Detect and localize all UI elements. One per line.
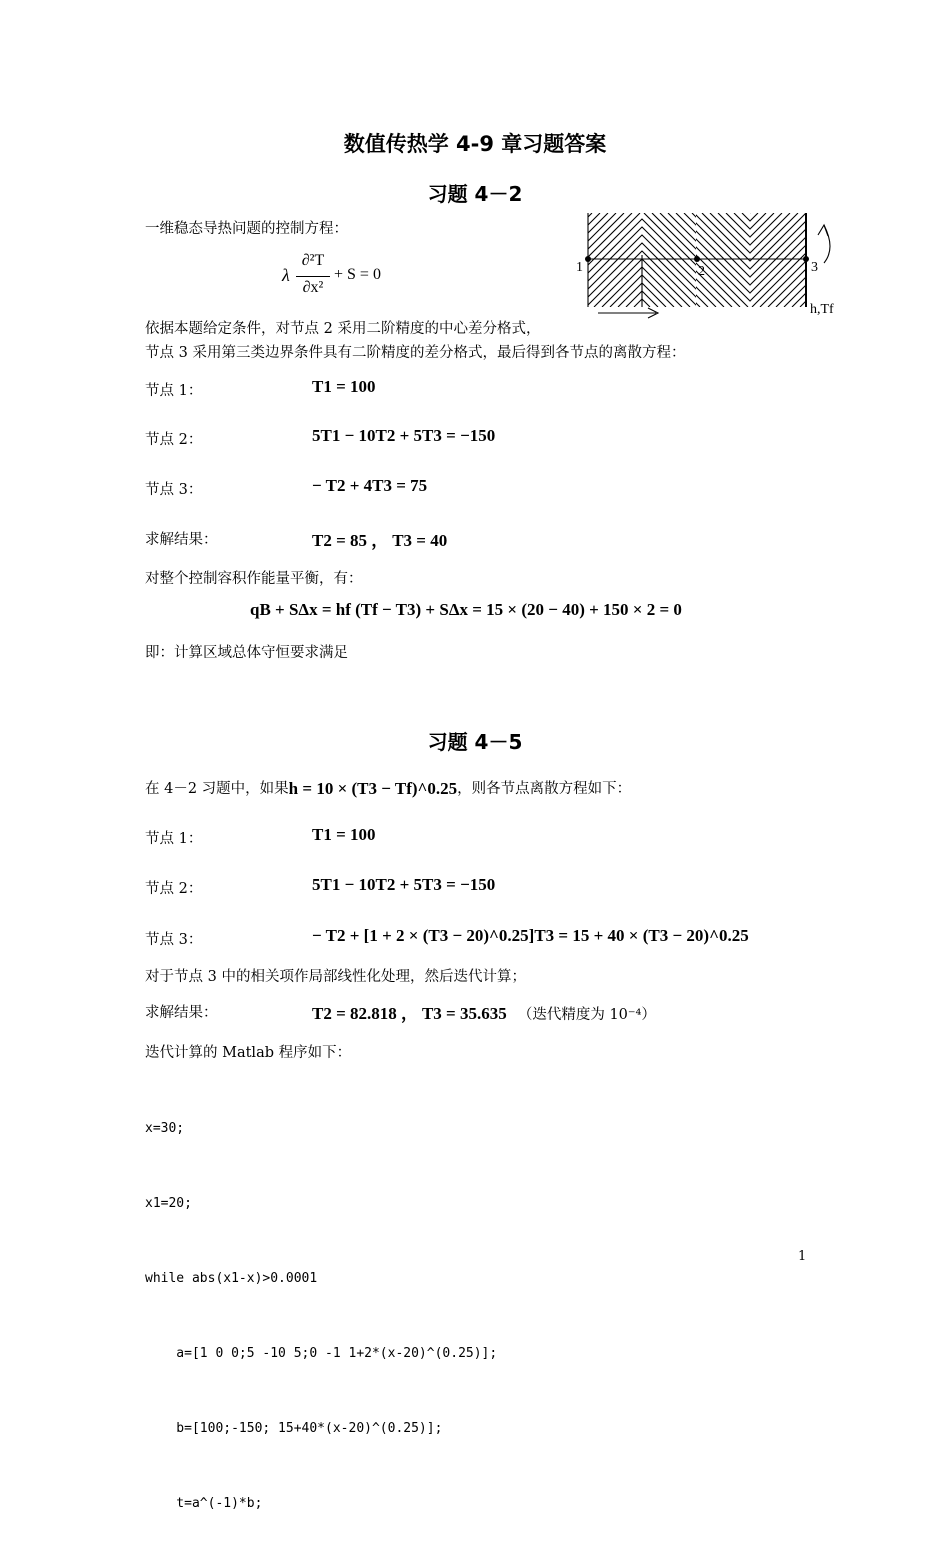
s42-node1-label: 节点 1： <box>145 383 203 399</box>
matlab-code-block <box>145 1066 497 1541</box>
fig-bc-label: h,Tf <box>810 302 834 317</box>
code-line: b=[100;-150; 15+40*(x-20)^(0.25)]; <box>145 1421 443 1436</box>
gov-denominator: ∂x² <box>302 279 324 296</box>
s45-intro-pre: 在 4－2 习题中，如果 <box>145 781 289 797</box>
gov-lambda: λ <box>282 265 290 285</box>
governing-equation <box>282 252 412 302</box>
section-heading-4-5: 习题 4－5 <box>427 730 523 754</box>
s45-node1-eq: T1 = 100 <box>312 825 376 844</box>
s45-node1-label: 节点 1： <box>145 831 203 847</box>
s42-node3-label: 节点 3： <box>145 482 203 498</box>
fig-node1-label: 1 <box>576 260 583 275</box>
code-line: x1=20; <box>145 1196 192 1211</box>
s45-result-eq: T2 = 82.818 ， T3 = 35.635 <box>312 1004 507 1023</box>
s45-node3-eq: − T2 + [1 + 2 × (T3 − 20)^0.25]T3 = 15 + 40 × (T3 − 20)^0.25 <box>312 926 749 945</box>
section-heading-4-2: 习题 4－2 <box>427 182 523 206</box>
s45-matlab-intro: 迭代计算的 Matlab 程序如下： <box>145 1045 352 1061</box>
s42-result-label: 求解结果： <box>145 532 218 548</box>
page-title: 数值传热学 4-9 章习题答案 <box>343 132 607 156</box>
s42-desc2: 节点 3 采用第三类边界条件具有二阶精度的差分格式，最后得到各节点的离散方程： <box>145 345 686 361</box>
node-2-dot <box>694 256 700 262</box>
s45-result-label: 求解结果： <box>145 1005 218 1021</box>
node-3-dot <box>803 256 809 262</box>
s42-result-eq: T2 = 85 ， T3 = 40 <box>312 531 448 550</box>
s45-linearize: 对于节点 3 中的相关项作局部线性化处理，然后迭代计算； <box>145 969 526 985</box>
s45-intro-post: ，则各节点离散方程如下： <box>457 781 632 797</box>
code-line: t=a^(-1)*b; <box>145 1496 263 1511</box>
code-line: x=30; <box>145 1121 185 1136</box>
s42-desc1: 依据本题给定条件，对节点 2 采用二阶精度的中心差分格式， <box>145 321 541 337</box>
s42-node1-eq: T1 = 100 <box>312 377 376 396</box>
node-1-dot <box>585 256 591 262</box>
s42-intro: 一维稳态导热问题的控制方程： <box>145 221 348 237</box>
gov-numerator: ∂²T <box>301 252 325 269</box>
page-number: 1 <box>798 1249 807 1264</box>
fig-node3-label: 3 <box>811 260 818 275</box>
s45-result-note: （迭代精度为 10⁻⁴） <box>517 1007 656 1023</box>
s45-node3-label: 节点 3： <box>145 932 203 948</box>
s45-node2-label: 节点 2： <box>145 881 203 897</box>
gov-rest: + S = 0 <box>334 266 381 283</box>
s42-conclusion: 即：计算区域总体守恒要求满足 <box>145 645 348 661</box>
s42-node3-eq: − T2 + 4T3 = 75 <box>312 476 428 495</box>
s42-balance-eq: qB + SΔx = hf (Tf − T3) + SΔx = 15 × (20 − 40) + 150 × 2 = 0 <box>250 600 682 619</box>
domain-figure <box>570 205 850 325</box>
s45-result <box>312 999 656 1024</box>
s42-balance-intro: 对整个控制容积作能量平衡，有： <box>145 571 363 587</box>
s42-node2-label: 节点 2： <box>145 432 203 448</box>
s45-node2-eq: 5T1 − 10T2 + 5T3 = −150 <box>312 875 496 894</box>
s42-node2-eq: 5T1 − 10T2 + 5T3 = −150 <box>312 426 496 445</box>
s45-intro-eq: h = 10 × (T3 − Tf)^0.25 <box>288 779 458 798</box>
fig-node2-label: 2 <box>698 264 705 279</box>
s45-intro <box>145 777 631 798</box>
code-line: a=[1 0 0;5 -10 5;0 -1 1+2*(x-20)^(0.25)]; <box>145 1346 498 1361</box>
code-line: while abs(x1-x)>0.0001 <box>145 1271 318 1286</box>
